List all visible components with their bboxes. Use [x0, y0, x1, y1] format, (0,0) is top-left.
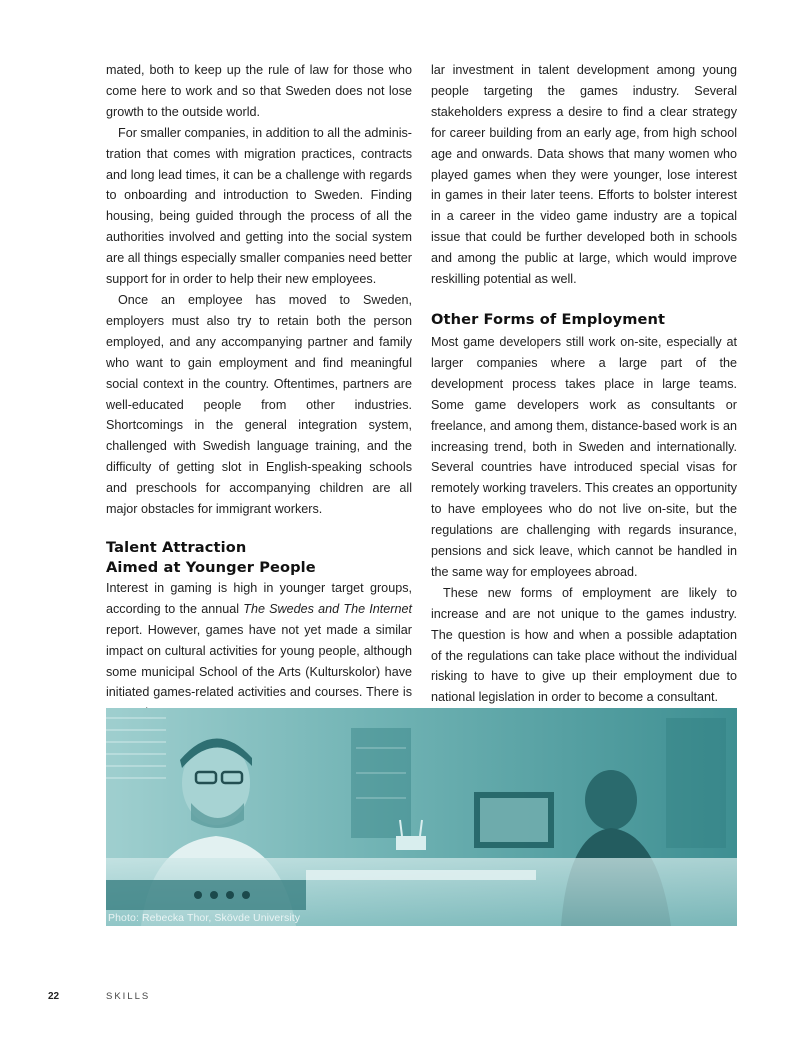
office-photo: [106, 708, 737, 926]
section-label: SKILLS: [106, 991, 151, 1002]
paragraph: lar investment in talent development among young people targeting the games industry. Several stakeholders express a desire to find a clear strategy for career building from an early age, from high school age and onwards. Data shows that many women who played games when they were younger, lose interest in games in their later teens. Efforts to bolster interest in a career in the video game industry are a topical issue that could be further developed both in schools and among the public at large, which would improve reskilling potential as well.: [431, 63, 737, 287]
left-text-column: [106, 60, 412, 724]
paragraph: These new forms of employment are likely to increase and are not unique to the games industry. The question is how and when a possible adaptation of the regulations can take place without the individual risking to have to give up their employment due to national legislation in order to become a consultant.: [431, 585, 737, 705]
text-run: report. However, games have not yet made a similar impact on cultural activities for young people, although some municipal School of the Arts (Kulturskolor) have initiated games-related activities and courses. There is: [106, 622, 412, 700]
paragraph: mated, both to keep up the rule of law for those who come here to work and so that Sweden does not lose growth to the outside world.: [106, 63, 412, 119]
heading-line: Aimed at Younger People: [106, 558, 316, 576]
photo-illustration: [106, 708, 737, 926]
heading-line: Talent Attraction: [106, 538, 247, 556]
text-run: Interest in gaming is high in younger target groups, according to the annual: [106, 580, 412, 616]
right-text-column: [431, 60, 737, 708]
page-number: 22: [48, 991, 60, 1002]
report-title: The Swedes and The Internet: [243, 601, 412, 616]
paragraph: Once an employee has moved to Sweden, employers must also try to retain both the person employed, and any accompanying partner and family who want to gain employment and find meaningful social context in the country. Oftentimes, partners are well-educated people from other industries. Shortcomings in the general integration system, challenged with Swedish language training, and the difficulty of getting slot in English-speaking schools and preschools for accompanying children are all major obstacles for immigrant workers.: [106, 292, 412, 517]
paragraph: For smaller companies, in addition to all the administration that comes with migration practices, contracts and long lead times, it can be a challenge with regards to onboarding and introduction to Sweden. Finding housing, being guided through the process of all the authorities involved and getting into the social system are all things especially smaller companies need better support for in order to help their new employees.: [106, 125, 412, 287]
section-heading-other-forms: Other Forms of Employment: [431, 310, 666, 328]
section-heading-talent-attraction: [106, 538, 412, 578]
paragraph: [106, 578, 412, 724]
paragraph: Most game developers still work on-site, especially at larger companies where a large part of the development process takes place in large teams. Some game developers work as consultants or freelance, and among them, distance-based work is an increasing trend, both in Sweden and internationally. Several countries have introduced special visas for remotely working travelers. This creates an opportunity to have employees who do not live on-site, but the regulations are challenging with regards insurance, pensions and sick leave, which cannot be handled in the same way for employees abroad.: [431, 334, 737, 579]
photo-credit: Photo: Rebecka Thor, Skövde University: [108, 912, 301, 924]
